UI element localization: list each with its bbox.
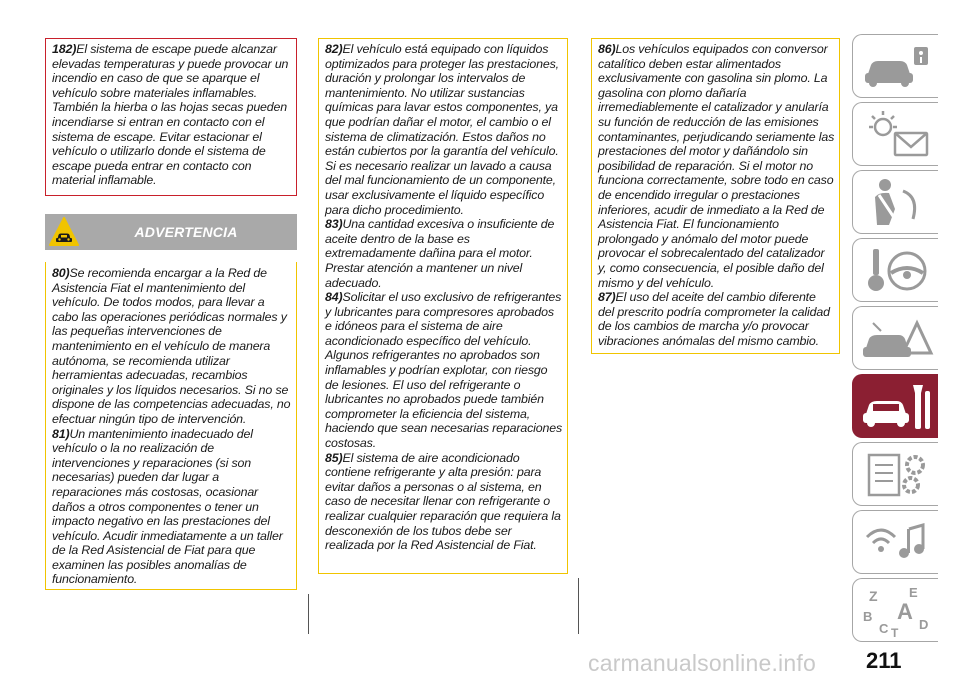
warning-paragraph-80 bbox=[52, 266, 292, 427]
exhaust-warning-box bbox=[45, 38, 297, 196]
index-letter: A bbox=[897, 599, 913, 624]
alphabet-index-icon bbox=[859, 583, 935, 639]
warning-paragraph-83 bbox=[325, 217, 563, 290]
warning-number: 83) bbox=[325, 217, 343, 232]
seatbelt-airbag-icon bbox=[859, 175, 935, 231]
warning-text: El sistema de escape puede alcanzar elevadas temperaturas y puede provocar un incendio en caso de que se aparque el vehículo sobre materiales inflamables. También la hierba o las hojas secas pueden incendiarse si entran en contacto con el sistema de escape. Evitar estacionar el vehículo o utilizarlo donde el sistema de escape pueda entrar en contacto con material inflamable. bbox=[52, 42, 289, 188]
watermark: carmanualsonline.info bbox=[588, 650, 816, 676]
index-letter: D bbox=[919, 617, 929, 632]
maintenance-warnings-box-left bbox=[45, 262, 297, 590]
warning-number: 85) bbox=[325, 450, 343, 465]
tab-index[interactable] bbox=[852, 578, 938, 642]
maintenance-warnings-box-middle bbox=[318, 38, 568, 574]
warning-paragraph-84 bbox=[325, 290, 563, 451]
warning-text: El uso del aceite del cambio diferente del prescrito podría comprometer la calidad de los cambios de marcha y/o provocar vibraciones anómalas del mismo cambio. bbox=[598, 290, 830, 348]
tab-safety[interactable] bbox=[852, 170, 938, 234]
warning-paragraph-87 bbox=[598, 290, 835, 348]
warning-number: 81) bbox=[52, 426, 70, 441]
specs-gear-icon bbox=[859, 447, 935, 503]
tab-technical-data[interactable] bbox=[852, 442, 938, 506]
warning-text: Se recomienda encargar a la Red de Asistencia Fiat el mantenimiento del vehículo. De todos modos, para llevar a cabo las operaciones periódicas normales y las pequeñas intervenciones de mantenimiento en el vehículo de manera autónoma, se recomienda utilizar herramientas adecuadas, recambios originales y los líquidos necesarios. Si no se dispone de las competencias adecuadas, no efectuar ningún tipo de intervención. bbox=[52, 266, 291, 426]
warning-paragraph-182 bbox=[52, 42, 292, 188]
tab-car-overview[interactable] bbox=[852, 34, 938, 98]
warning-text: Solicitar el uso exclusivo de refrigerantes y lubricantes para compresores aprobados e idóneos para el sistema de aire acondicionado específico del vehículo. Algunos refrigerantes no aprobados son inflamables y podrían explotar, con riesgo de lesiones. El uso del refrigerante o lubricantes no aprobados puede también comprometer la eficiencia del sistema, haciendo que sean necesarias reparaciones costosas. bbox=[325, 290, 563, 451]
warning-number: 80) bbox=[52, 266, 70, 280]
column-divider bbox=[578, 578, 579, 634]
tab-maintenance[interactable] bbox=[852, 374, 938, 438]
car-wrench-icon bbox=[859, 379, 935, 435]
warning-text: Un mantenimiento inadecuado del vehículo o la no realización de intervenciones y reparaciones (si son necesarias) pueden dar lugar a reparaciones más costosas, ocasionar daños a otros componentes o tener un impacto negativo en las prestaciones del vehículo. Acudir inmediatamente a un taller de la Red Asistencial de Fiat para que examinen las posibles anomalías de funcionamiento. bbox=[52, 426, 283, 587]
key-steering-wheel-icon bbox=[859, 243, 935, 299]
car-emergency-icon bbox=[859, 311, 935, 367]
warning-number: 87) bbox=[598, 290, 616, 305]
index-letter: Z bbox=[869, 588, 878, 604]
warning-title: ADVERTENCIA bbox=[134, 224, 238, 240]
warning-number: 86) bbox=[598, 42, 616, 56]
tab-dashboard-lights[interactable] bbox=[852, 102, 938, 166]
index-letter: C bbox=[879, 621, 889, 636]
index-letter: T bbox=[891, 626, 899, 639]
warning-paragraph-82 bbox=[325, 42, 563, 217]
warning-text: El sistema de aire acondicionado contiene refrigerante y alta presión: para evitar daños a personas o al sistema, en caso de necesitar llenar con refrigerante o realizar cualquier reparación que requiera la desconexión de los tubos debe ser realizada por la Red Asistencial de Fiat. bbox=[325, 450, 561, 553]
warning-text: Una cantidad excesiva o insuficiente de aceite dentro de la base es extremadamente dañina para el motor. Prestar atención a mantener un nivel adecuado. bbox=[325, 217, 555, 290]
warning-text: El vehículo está equipado con líquidos optimizados para proteger las prestaciones, duración y prolongar los intervalos de mantenimiento. No utilizar sustancias químicas para lavar estos componentes, ya que podrían dañar el motor, el cambio o el sistema de climatización. Estos daños no están cubiertos por la garantía del vehículo. Si es necesario realizar un lavado a causa del mal funcionamiento de un componente, usar exclusivamente el líquido específico para dicho procedimiento. bbox=[325, 42, 559, 217]
warning-paragraph-81 bbox=[52, 427, 292, 588]
index-letter: E bbox=[909, 585, 918, 600]
tab-multimedia[interactable] bbox=[852, 510, 938, 574]
index-letter: B bbox=[863, 609, 873, 624]
music-signal-icon bbox=[859, 515, 935, 571]
tab-starting-driving[interactable] bbox=[852, 238, 938, 302]
column-divider bbox=[308, 594, 309, 634]
warning-paragraph-86 bbox=[598, 42, 835, 290]
warning-header bbox=[45, 214, 297, 250]
warning-text: Los vehículos equipados con conversor catalítico deben estar alimentados exclusivamente con gasolina sin plomo. La gasolina con plomo dañaría irremediablemente el catalizador y anularía su función de reducción de las emisiones contaminantes, perjudicando seriamente las prestaciones del motor y dañándolo sin posibilidad de reparación. Si el motor no funciona correctamente, sobre todo en caso de encendido irregular o prestaciones inferiores, acudir de inmediato a la Red de Asistencia Fiat. El funcionamiento prolongado y anómalo del motor puede provocar el sobrecalentado del catalizador y, como consecuencia, el posible daño del mismo y del vehículo. bbox=[598, 42, 835, 290]
page-number: 211 bbox=[866, 648, 902, 673]
warning-number: 84) bbox=[325, 290, 343, 305]
car-info-icon bbox=[859, 39, 935, 95]
warning-number: 82) bbox=[325, 42, 343, 56]
warning-paragraph-85 bbox=[325, 451, 563, 553]
tab-emergency[interactable] bbox=[852, 306, 938, 370]
warning-lights-icon bbox=[859, 107, 935, 163]
warning-number: 182) bbox=[52, 42, 77, 56]
maintenance-warnings-box-right bbox=[591, 38, 840, 354]
